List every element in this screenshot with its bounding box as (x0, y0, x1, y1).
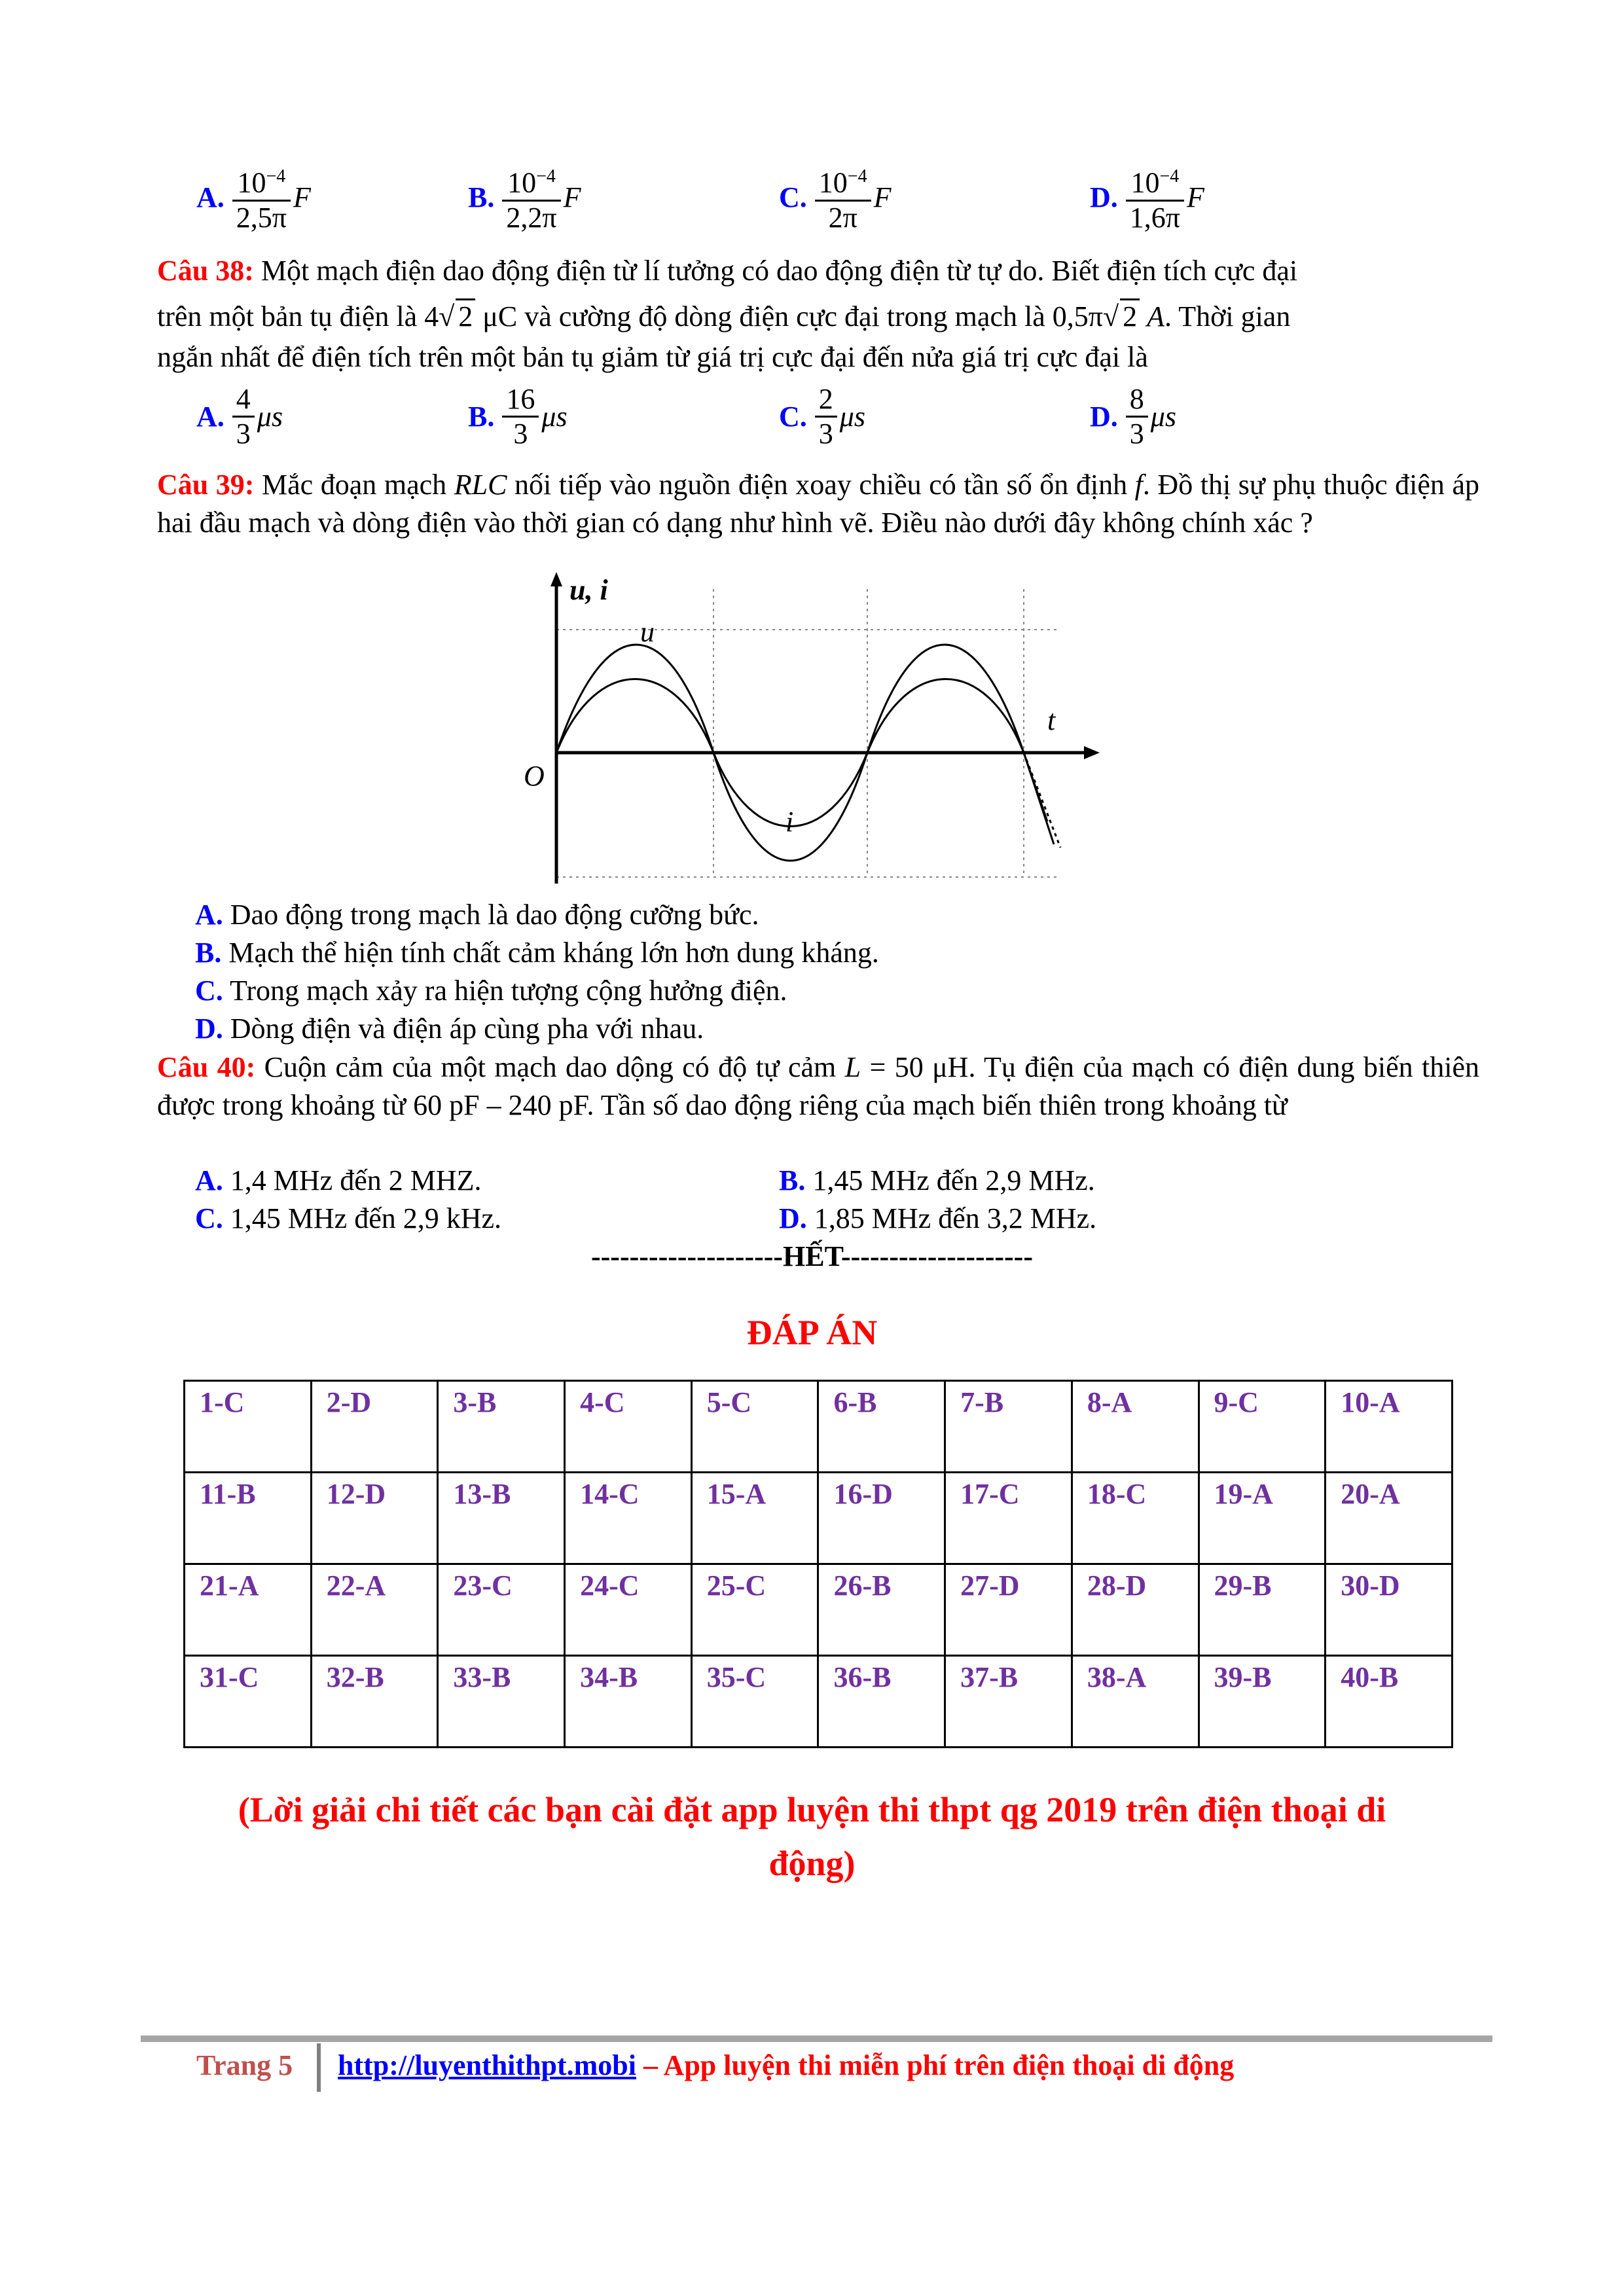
answer-cell: 2-D (311, 1381, 438, 1473)
footer-rule (141, 2036, 1492, 2042)
answer-cell: 1-C (185, 1381, 312, 1473)
q38-option-c (779, 383, 865, 450)
answer-cell: 5-C (691, 1381, 818, 1473)
question-text: Một mạch điện dao động điện từ lí tưởng có dao động điện từ tự do. Biết điện tích cực đại (261, 255, 1298, 287)
fraction: $\frac{10^{-4}}{2\pi}$ (815, 160, 871, 234)
answer-cell: 34-B (565, 1656, 692, 1748)
option-label: B. (468, 181, 495, 213)
note-line-1: (Lời giải chi tiết các bạn cài đặt app luyện thi thpt qg 2019 trên điện thoại di (238, 1790, 1386, 1829)
q39-option-a: A. Dao động trong mạch là dao động cưỡng bức. (195, 899, 759, 931)
q39-option-c: C. Trong mạch xảy ra hiện tượng cộng hưởng điện. (195, 975, 787, 1007)
q39-option-d: D. Dòng điện và điện áp cùng pha với nhau. (195, 1013, 704, 1045)
end-marker: --------------------HẾT-------------------- (591, 1240, 1033, 1272)
q37-option-c (779, 160, 891, 234)
answer-cell: 40-B (1326, 1656, 1453, 1748)
answer-cell: 16-D (818, 1473, 945, 1564)
answer-cell: 30-D (1326, 1564, 1453, 1656)
fraction: $\frac{16}{3}$ (502, 383, 539, 450)
answer-cell: 24-C (565, 1564, 692, 1656)
answer-cell: 4-C (565, 1381, 692, 1473)
unit: μs (1150, 401, 1176, 433)
fraction: $\frac{8}{3}$ (1126, 383, 1148, 450)
question-label: Câu 39: (157, 469, 255, 501)
answer-cell: 14-C (565, 1473, 692, 1564)
option-label: A. (196, 401, 225, 433)
unit: F (293, 181, 311, 213)
option-label: C. (779, 401, 807, 433)
unit: F (1187, 181, 1204, 213)
answer-cell: 25-C (691, 1564, 818, 1656)
q40-option-b: B. 1,45 MHz đến 2,9 MHz. (779, 1164, 1095, 1196)
option-label: B. (468, 401, 495, 433)
q38-option-b (468, 383, 568, 450)
footer-page: Trang 5 (196, 2049, 293, 2081)
answer-row (185, 1564, 1453, 1656)
option-label: C. (779, 181, 807, 213)
fraction: $\frac{10^{-4}}{2,5\pi}$ (232, 160, 291, 234)
answer-cell: 29-B (1199, 1564, 1326, 1656)
answer-cell: 22-A (311, 1564, 438, 1656)
unit: F (873, 181, 892, 213)
answer-cell: 33-B (438, 1656, 565, 1748)
answer-cell: 8-A (1072, 1381, 1199, 1473)
answer-cell: 31-C (185, 1656, 312, 1748)
unit: μs (541, 401, 568, 433)
answer-cell: 39-B (1199, 1656, 1326, 1748)
footer-link[interactable]: http://luyenthithpt.mobi (338, 2049, 636, 2081)
answer-row (185, 1381, 1453, 1473)
q37-option-b (468, 160, 581, 234)
answer-table (183, 1380, 1453, 1748)
question-40: Câu 40: Cuộn cảm của một mạch dao dộng có độ tự cảm L = 50 μH. Tụ điện của mạch có điện dung biến thiên được trong khoảng từ 60 pF – 240 pF. Tần số dao động riêng của mạch biến thiên trong khoảng từ (157, 1051, 1480, 1121)
answer-cell: 32-B (311, 1656, 438, 1748)
option-label: D. (1090, 401, 1118, 433)
answer-cell: 23-C (438, 1564, 565, 1656)
question-label: Câu 40: (157, 1051, 256, 1083)
answer-cell: 3-B (438, 1381, 565, 1473)
question-label: Câu 38: (157, 255, 254, 287)
answer-cell: 26-B (818, 1564, 945, 1656)
origin-label: O (524, 760, 545, 792)
x-axis-label: t (1047, 704, 1056, 736)
answer-cell: 12-D (311, 1473, 438, 1564)
q40-option-d: D. 1,85 MHz đến 3,2 MHz. (779, 1202, 1097, 1234)
x-axis-arrow (1084, 746, 1100, 759)
q38-option-a (196, 383, 283, 450)
y-axis-arrow (550, 572, 562, 586)
ui-graph (511, 569, 1113, 890)
q40-option-c: C. 1,45 MHz đến 2,9 kHz. (195, 1202, 502, 1234)
answer-cell: 18-C (1072, 1473, 1199, 1564)
option-label: A. (196, 181, 225, 213)
q39-option-b: B. Mạch thể hiện tính chất cảm kháng lớn hơn dung kháng. (195, 937, 879, 969)
answer-cell: 7-B (945, 1381, 1072, 1473)
q40-option-a: A. 1,4 MHz đến 2 MHZ. (195, 1164, 482, 1196)
question-38: Câu 38: Một mạch điện dao động điện từ lí tưởng có dao động điện từ tự do. Biết điện tích cực đại trên một bản tụ điện là 4√ 2 μC và cường độ dòng điện cực đại trong mạch là 0,5π√ 2 A. Thời gian ngắn nhất để điện tích trên một bản tụ giảm từ giá trị cực đại đến nửa giá trị cực đại là (157, 255, 1298, 373)
footer-text: http://luyenthithpt.mobi – App luyện thi miễn phí trên điện thoại di động (338, 2049, 1235, 2081)
note-line-2: động) (768, 1844, 856, 1883)
answer-cell: 35-C (691, 1656, 818, 1748)
fraction: $\frac{4}{3}$ (232, 383, 255, 450)
y-axis-label: u, i (569, 574, 608, 606)
answer-cell: 17-C (945, 1473, 1072, 1564)
q38-option-d (1090, 383, 1176, 450)
option-label: D. (1090, 181, 1118, 213)
answer-cell: 36-B (818, 1656, 945, 1748)
q37-option-a (196, 160, 311, 234)
answer-cell: 21-A (185, 1564, 312, 1656)
answer-cell: 28-D (1072, 1564, 1199, 1656)
grid-lines (556, 589, 1060, 877)
answer-cell: 27-D (945, 1564, 1072, 1656)
answer-cell: 37-B (945, 1656, 1072, 1748)
answer-cell: 38-A (1072, 1656, 1199, 1748)
answer-cell: 20-A (1326, 1473, 1453, 1564)
answer-cell: 11-B (185, 1473, 312, 1564)
footer-separator (317, 2043, 321, 2092)
answer-cell: 19-A (1199, 1473, 1326, 1564)
current-value: 0,5π√ 2 A (1053, 300, 1164, 332)
curve-i-label: i (785, 806, 794, 838)
answer-cell: 15-A (691, 1473, 818, 1564)
unit: μs (257, 401, 283, 433)
q37-option-d (1090, 160, 1204, 234)
answer-row (185, 1473, 1453, 1564)
fraction: $\frac{10^{-4}}{2,2\pi}$ (502, 160, 560, 234)
unit: μs (839, 401, 865, 433)
fraction: $\frac{10^{-4}}{1,6\pi}$ (1126, 160, 1184, 234)
answer-cell: 9-C (1199, 1381, 1326, 1473)
answer-cell: 6-B (818, 1381, 945, 1473)
answer-row (185, 1656, 1453, 1748)
answer-cell: 13-B (438, 1473, 565, 1564)
fraction: $\frac{2}{3}$ (815, 383, 837, 450)
unit: F (563, 181, 581, 213)
question-39: Câu 39: Mắc đoạn mạch RLC nối tiếp vào nguồn điện xoay chiều có tần số ổn định f. Đồ thị sự phụ thuộc điện áp hai đầu mạch và dòng điện vào thời gian có dạng như hình vẽ. Điều nào dưới đây không chính xác ? (157, 469, 1480, 539)
charge-value: 4√ 2 μC (424, 300, 517, 332)
curve-u-label: u (640, 616, 655, 648)
answer-title: ĐÁP ÁN (746, 1313, 878, 1352)
answer-cell: 10-A (1326, 1381, 1453, 1473)
